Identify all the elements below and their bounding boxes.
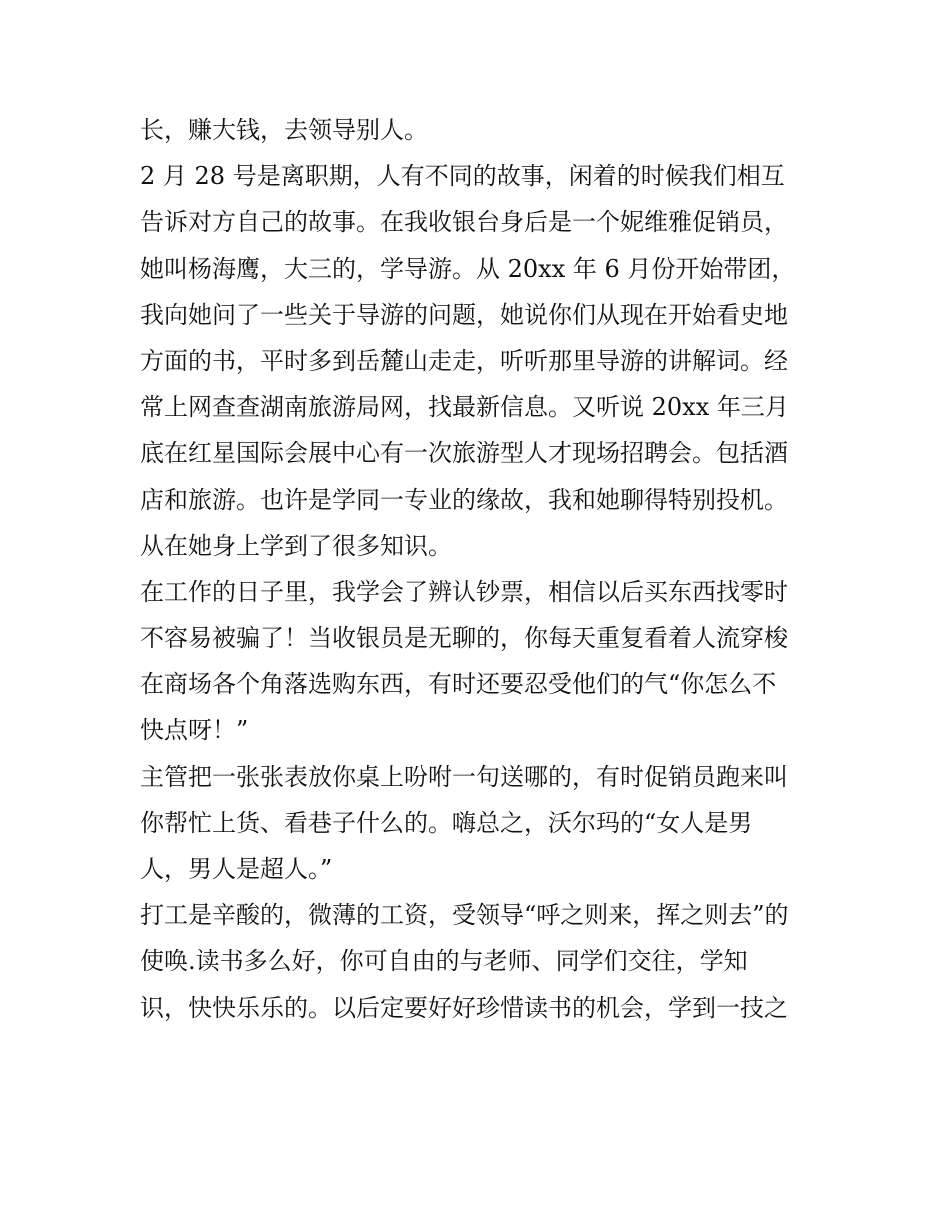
text-line: 人，男人是超人。”	[140, 855, 333, 883]
text-line: 在商场各个角落选购东西，有时还要忍受他们的气“你怎么不	[140, 670, 777, 699]
text-line: 她叫杨海鹰，大三的，学导游。从 20xx 年 6 月份开始带团，	[140, 254, 796, 283]
text-line: 告诉对方自己的故事。在我收银台身后是一个妮维雅促销员，	[140, 208, 788, 237]
text-line: 你帮忙上货、看巷子什么的。嗨总之，沃尔玛的“女人是男	[140, 808, 753, 837]
text-line: 2 月 28 号是离职期，人有不同的故事，闲着的时候我们相互	[140, 162, 785, 191]
text-line: 使唤.读书多么好，你可自由的与老师、同学们交往，学知	[140, 947, 748, 976]
text-line: 快点呀！”	[140, 716, 249, 745]
text-line: 方面的书，平时多到岳麓山走走，听听那里导游的讲解词。经	[140, 346, 788, 375]
text-line: 打工是辛酸的，微薄的工资，受领导“呼之则来，挥之则去”的	[140, 901, 789, 930]
text-line: 主管把一张张表放你桌上吩咐一句送哪的，有时促销员跑来叫	[140, 762, 788, 791]
text-line: 底在红星国际会展中心有一次旅游型人才现场招聘会。包括酒	[140, 439, 788, 468]
text-line: 我向她问了一些关于导游的问题，她说你们从现在开始看史地	[140, 300, 788, 329]
text-line: 长，赚大钱，去领导别人。	[140, 116, 428, 144]
text-line: 在工作的日子里，我学会了辨认钞票，相信以后买东西找零时	[140, 577, 788, 606]
text-line: 不容易被骗了！当收银员是无聊的，你每天重复看着人流穿梭	[140, 624, 788, 653]
text-line: 识，快快乐乐的。以后定要好好珍惜读书的机会，学到一技之	[140, 993, 788, 1022]
text-line: 常上网查查湖南旅游局网，找最新信息。又听说 20xx 年三月	[140, 393, 789, 422]
body-text	[140, 107, 820, 1031]
text-line: 店和旅游。也许是学同一专业的缘故，我和她聊得特别投机。	[140, 485, 788, 514]
text-line: 从在她身上学到了很多知识。	[140, 531, 452, 560]
